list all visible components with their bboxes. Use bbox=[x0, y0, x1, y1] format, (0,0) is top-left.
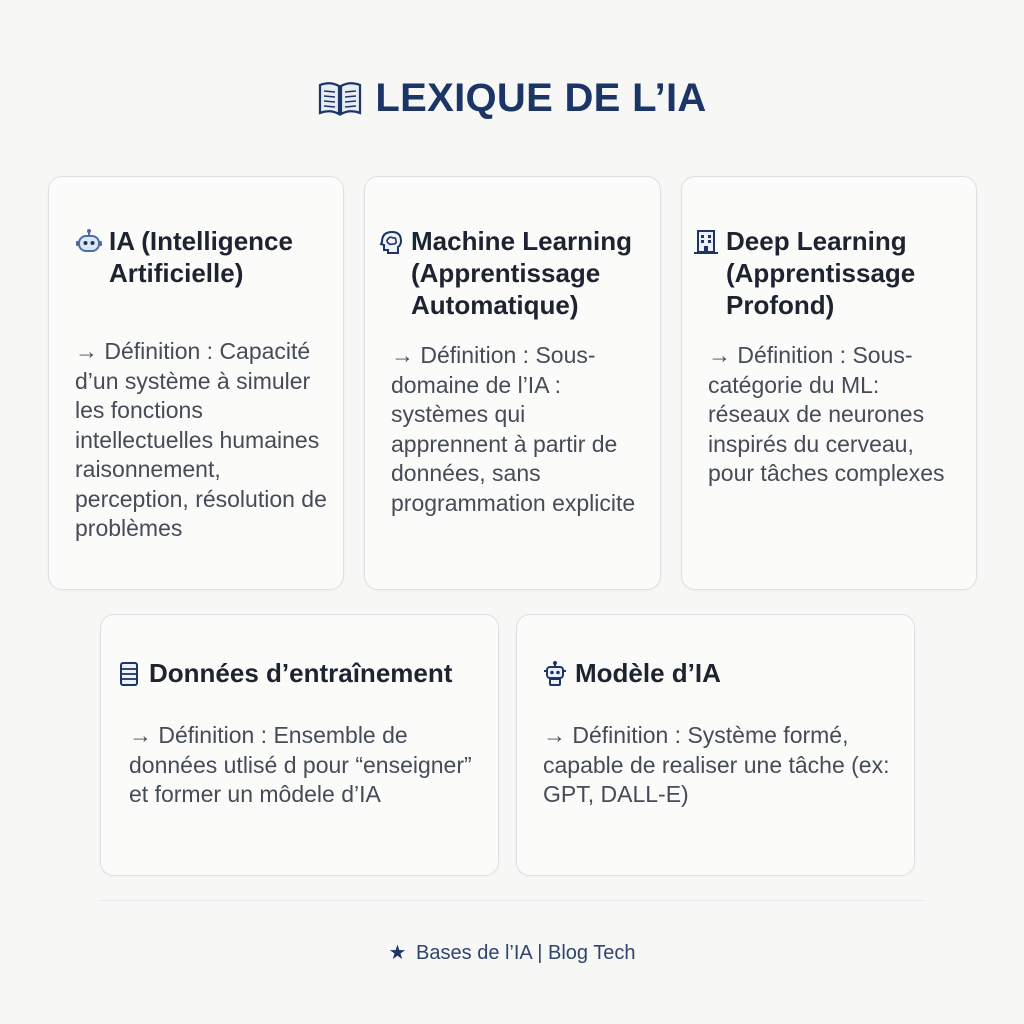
open-book-icon bbox=[317, 79, 363, 119]
footer-text: Bases de l’IA | Blog Tech bbox=[416, 942, 636, 964]
card-title: IA (Intelligence Artificielle) bbox=[109, 226, 293, 288]
card-header bbox=[75, 225, 327, 289]
card-training-data bbox=[100, 614, 499, 876]
card-definition: → Définition : Ensemble de données utlisé d pour “enseigner” et former un môdele d’IA bbox=[129, 722, 472, 807]
card-title: Données d’entraînement bbox=[149, 658, 453, 688]
card-definition: → Définition : Sous-domaine de l’IA : systèmes qui apprennent à partir de données, sans programmation explicite bbox=[391, 342, 636, 516]
card-header bbox=[692, 225, 960, 321]
card-header bbox=[541, 657, 898, 689]
brain-head-icon bbox=[377, 228, 405, 256]
page-header bbox=[0, 76, 1024, 121]
card-header bbox=[377, 225, 644, 321]
card-definition: → Définition : Sous-catégorie du ML: réseaux de neurones inspirés du cerveau, pour tâches complexes bbox=[708, 342, 945, 486]
card-title: Modèle d’IA bbox=[575, 658, 721, 688]
card-ai-model bbox=[516, 614, 915, 876]
robot-icon bbox=[541, 660, 569, 688]
footer bbox=[0, 940, 1024, 965]
card-machine-learning bbox=[364, 176, 661, 590]
card-title: Machine Learning (Apprentissage Automatique) bbox=[411, 226, 633, 320]
database-icon bbox=[115, 660, 143, 688]
building-icon bbox=[692, 228, 720, 256]
card-deep-learning bbox=[681, 176, 977, 590]
footer-divider bbox=[100, 900, 924, 901]
star-icon: ★ bbox=[388, 942, 407, 964]
card-ia bbox=[48, 176, 344, 590]
robot-face-icon bbox=[75, 228, 103, 256]
card-definition: → Définition : Système formé, capable de realiser une tâche (ex: GPT, DALL-E) bbox=[543, 722, 890, 807]
card-header bbox=[115, 657, 482, 689]
card-title: Deep Learning (Apprentissage Profond) bbox=[726, 226, 916, 320]
page-title: LEXIQUE DE L’IA bbox=[375, 76, 707, 120]
card-definition: → Définition : Capacité d’un système à simuler les fonctions intellectuelles humaines raisonnement, perception, résolution de problèmes bbox=[75, 338, 327, 541]
